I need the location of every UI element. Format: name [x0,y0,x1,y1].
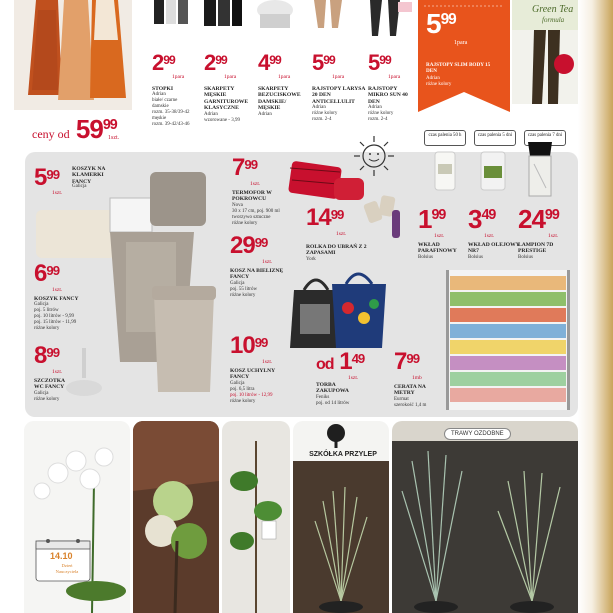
koszyk-fancy-title: KOSZYK FANCY [34,296,79,302]
torba-price-dec: 49 [351,351,365,366]
skarpety-bezuciskowe-block [258,52,310,118]
torba-photo [286,264,390,348]
promo-price-dec: 99 [440,11,456,28]
lampion-price-dec: 99 [544,207,559,223]
dresses-price-prefix: ceny od [32,127,70,141]
stopki-title: STOPKI [152,86,174,92]
promo-desc-line: Adrian [426,76,440,81]
tights-photo-2 [358,0,414,38]
promo-price-int: 5 [426,8,441,39]
rajstopy-mikro-price-dec: 99 [379,53,391,67]
rajstopy-larysa-title: RAJSTOPY LARYSA 20 DEN ANTICELLULIT [312,86,366,105]
cerata-photo [446,270,570,410]
calendar-date: 14.10 [50,551,73,561]
stopki-desc-line: męskie [152,116,167,122]
termofor-price-dec: 99 [244,157,258,172]
rajstopy-larysa-desc-line: Adrian [312,105,326,111]
skarpety-bezuciskowe-unit: 1para [278,74,291,80]
promo-banner [418,0,510,112]
szczotka-title: SZCZOTKA WC FANCY [34,378,65,391]
wklad-olejowy-desc: Bolsius [468,254,484,260]
kosz-bielizna-desc-line: różne kolory [230,292,256,298]
candle-photo-1 [432,150,458,192]
koszyk-fancy-price-dec: 99 [46,263,60,278]
lampion-desc: Bolsius [518,254,534,260]
calendar-caption: Dzień Nauczyciela [55,563,79,574]
kosz-uchylny-price-int: 10 [230,332,255,359]
torba-desc-line: Feniks [316,394,330,400]
kosz-uchylny-desc-line: poj. 10 litrów - 12,99 [230,392,273,398]
green-tea-package [512,0,578,104]
socks-photo-3 [250,0,300,30]
rajstopy-larysa-price-int: 5 [312,50,324,75]
cerata-title: CERATA NA METRY [394,384,426,397]
koszyk-fancy-price-int: 6 [34,260,47,287]
kosz-uchylny-price-dec: 99 [254,335,268,350]
tights-photo-1 [304,0,354,30]
stopki-price-int: 2 [152,50,164,75]
promo-unit: 1para [454,40,468,46]
koszyk-fancy-desc-line: różne kolory [34,326,60,332]
rajstopy-larysa-desc-line: różne kolory [312,111,338,117]
wklad-parafinowy-block [418,206,470,261]
termofor-unit: 1szt. [250,181,261,187]
promo-title: RAJSTOPY SLIM BODY 15 DEN [426,62,491,75]
skarpety-garnitur-price-dec: 99 [215,53,227,67]
rolka-price-dec: 99 [330,207,344,222]
stopki-desc-line: rozm. 39-42/43-46 [152,122,190,128]
rajstopy-larysa-desc-line: rozm. 2-4 [312,117,332,123]
skarpety-garnitur-title: SKARPETY MĘSKIE GARNITUROWE KLASYCZNE [204,86,249,112]
cerata-desc-line: szerokość 1,4 m [394,402,427,408]
koszyk-fancy-unit: 1szt. [52,287,63,293]
rajstopy-mikro-block [368,52,418,123]
candle-badge-1: czas palenia 50 h [424,130,466,146]
cerata-unit: 1mb [412,375,422,381]
kosz-bielizna-price-int: 29 [230,232,255,259]
termofor-desc-line: 30 x 17 cm, poj. 900 ml [232,208,280,214]
lampion-unit: 1szt. [548,233,559,239]
termofor-price-int: 7 [232,154,245,181]
koszyk-fancy-desc-line: poj. 10 litrów - 9,99 [34,314,74,320]
kosz-uchylny-desc [230,381,290,405]
skarpety-garnitur-desc-line: Adrian [204,111,218,117]
promo-desc [426,76,496,88]
lampion-block [518,206,574,261]
dresses-price-int: 59 [75,114,103,144]
stopki-price-dec: 99 [163,53,175,67]
szczotka-price-dec: 99 [46,345,60,360]
koszyk-fancy-desc-line: Galicja [34,302,49,308]
stopki-desc-line: damskie [152,104,169,110]
promo-desc-line: różne kolory [426,82,452,87]
torba-title: TORBA ZAKUPOWA [316,382,349,395]
koszyk-fancy-block [34,262,94,332]
skarpety-garnitur-price-int: 2 [204,50,216,75]
decorative-edge [578,0,613,613]
stopki-desc-line: Adrian [152,92,166,98]
rolka-unit: 1szt. [336,231,347,237]
koszyk-fancy-desc [34,302,94,332]
skarpety-garnitur-unit: 1para [224,74,237,80]
koszyk-klamerki-block [34,164,144,196]
kosz-bielizna-desc-line: Galicja [230,280,245,286]
kosz-bielizna-desc [230,281,290,299]
skarpety-garnitur-desc-line: wzorowane - 3,99 [204,117,240,123]
sun-icon [352,134,396,178]
koszyk-klamerki-price-int: 5 [34,164,47,191]
green-tea-sub: formula [542,16,565,24]
candle-badge-2: czas palenia 5 dni [474,130,516,146]
termofor-desc-line: różne kolory [232,220,258,226]
koszyk-klamerki-price-dec: 99 [46,167,60,182]
rolka-desc: York [306,256,316,262]
termofor-desc-line: tworzywo sztuczne [232,214,271,220]
shrub-photo-1 [133,421,219,613]
kosz-bielizna-desc-line: poj. 55 litrów [230,286,258,292]
szczotka-desc-line: Galicja [34,390,49,396]
szczotka-block [34,344,94,403]
torba-desc-line: poj. od 14 litrów [316,400,350,406]
koszyk-klamerki-title: KOSZYK NA KLAMERKI FANCY [72,166,106,185]
skarpety-bezuciskowe-desc [258,112,310,118]
skarpety-bezuciskowe-price-dec: 99 [269,53,281,67]
grass-photo-2 [392,421,578,613]
koszyk-klamerki-unit: 1szt. [52,190,63,196]
kosz-uchylny-unit: 1szt. [262,359,273,365]
termofor-desc [232,203,304,227]
kosz-uchylny-title: KOSZ UCHYLNY FANCY [230,368,276,381]
shrub-photo-2 [222,421,290,613]
wklad-parafinowy-title: WKŁAD PARAFINOWY [418,242,457,255]
tree-logo-icon [322,422,350,450]
promo-price [426,10,456,38]
wklad-parafinowy-price-dec: 99 [431,207,446,223]
szczotka-desc-line: różne kolory [34,396,60,402]
candle-badge-3: czas palenia 7 dni [524,130,566,146]
dresses-price [32,114,120,144]
stopki-desc-line: białe/ czarne [152,98,178,104]
candle-photo-2 [478,148,508,192]
stopki-desc-line: rozm. 35-38/39-42 [152,110,190,116]
torba-unit: 1szt. [348,375,359,381]
rajstopy-larysa-desc [312,105,366,123]
rajstopy-mikro-desc-line: różne kolory [368,111,394,117]
rajstopy-mikro-desc-line: rozm. 2-4 [368,117,388,123]
torba-price-prefix: od [316,356,334,373]
wklad-parafinowy-desc: Bolsius [418,254,434,260]
rajstopy-larysa-price-dec: 99 [323,53,335,67]
rajstopy-larysa-unit: 1para [332,74,345,80]
kosz-bielizna-price-dec: 99 [254,235,268,250]
rajstopy-mikro-price-int: 5 [368,50,380,75]
cerata-price-dec: 99 [406,351,420,366]
skarpety-bezuciskowe-desc-line: Adrian [258,111,272,117]
skarpety-garnitur-block [204,52,254,124]
koszyk-fancy-desc-line: poj. 15 litrów - 11,99 [34,320,77,326]
kosz-bielizna-block [230,234,290,299]
stopki-block [152,52,200,128]
termofor-desc-line: Nova [232,202,243,208]
socks-photo-2 [200,0,246,30]
dresses-photo [14,0,132,110]
termofor-title: TERMOFOR W POKROWCU [232,190,272,203]
stopki-desc [152,92,200,128]
stopki-unit: 1para [172,74,185,80]
kosz-bielizna-title: KOSZ NA BIELIZNĘ FANCY [230,268,284,281]
skarpety-garnitur-desc [204,112,254,124]
szczotka-desc [34,391,94,403]
torba-desc [316,395,386,407]
wklad-olejowy-block [468,206,520,261]
wklad-olejowy-title: WKŁAD OLEJOWY NR7 [468,242,520,255]
rolka-title: ROLKA DO UBRAŃ Z 2 ZAPASAMI [306,244,367,257]
rolka-price-int: 14 [306,204,331,231]
kosz-uchylny-desc-line: Galicja [230,380,245,386]
socks-photo-1 [148,0,198,30]
kosz-uchylny-block [230,334,290,405]
lampion-price-int: 24 [518,204,545,234]
skarpety-bezuciskowe-price-int: 4 [258,50,270,75]
rajstopy-larysa-block [312,52,366,123]
szczotka-price-int: 8 [34,342,47,369]
kosz-bielizna-unit: 1szt. [262,259,273,265]
rajstopy-mikro-unit: 1para [388,74,401,80]
wklad-parafinowy-unit: 1szt. [434,233,445,239]
wklad-olejowy-price-dec: 49 [481,207,496,223]
szczotka-unit: 1szt. [52,369,63,375]
cerata-desc-line: Eurmat [394,396,409,402]
wklad-olejowy-price-int: 3 [468,204,482,234]
grass-label: TRAWY OZDOBNE [444,428,511,440]
logo-text: SZKÓŁKA PRZYLEP [309,451,377,458]
dresses-unit: 1szt. [108,135,120,141]
cerata-price-int: 7 [394,348,407,375]
skarpety-bezuciskowe-title: SKARPETY BEZUCISKOWE DAMSKIE/ MĘSKIE [258,86,301,112]
cerata-desc [394,397,446,409]
rajstopy-mikro-desc [368,105,418,123]
kosz-uchylny-desc-line: poj. 6,5 litra [230,386,255,392]
wklad-parafinowy-price-int: 1 [418,204,432,234]
koszyk-klamerki-desc: Galicja [72,184,87,189]
rajstopy-mikro-desc-line: Adrian [368,105,382,111]
dresses-price-dec: 99 [102,117,117,133]
koszyk-fancy-desc-line: poj. 5 litrów [34,308,59,314]
torba-block [316,350,386,407]
lampion-title: LAMPION 7D PRESTIGE [518,242,554,255]
lampion-photo [524,140,556,204]
rajstopy-mikro-title: RAJSTOPY MIKRO SUN 40 DEN [368,86,408,105]
wklad-olejowy-unit: 1szt. [484,233,495,239]
torba-price-int: 1 [339,348,352,375]
cerata-block [394,350,446,409]
rolka-photo [362,192,412,242]
green-tea-name: Green Tea [532,4,574,15]
kosz-uchylny-desc-line: różne kolory [230,398,256,404]
